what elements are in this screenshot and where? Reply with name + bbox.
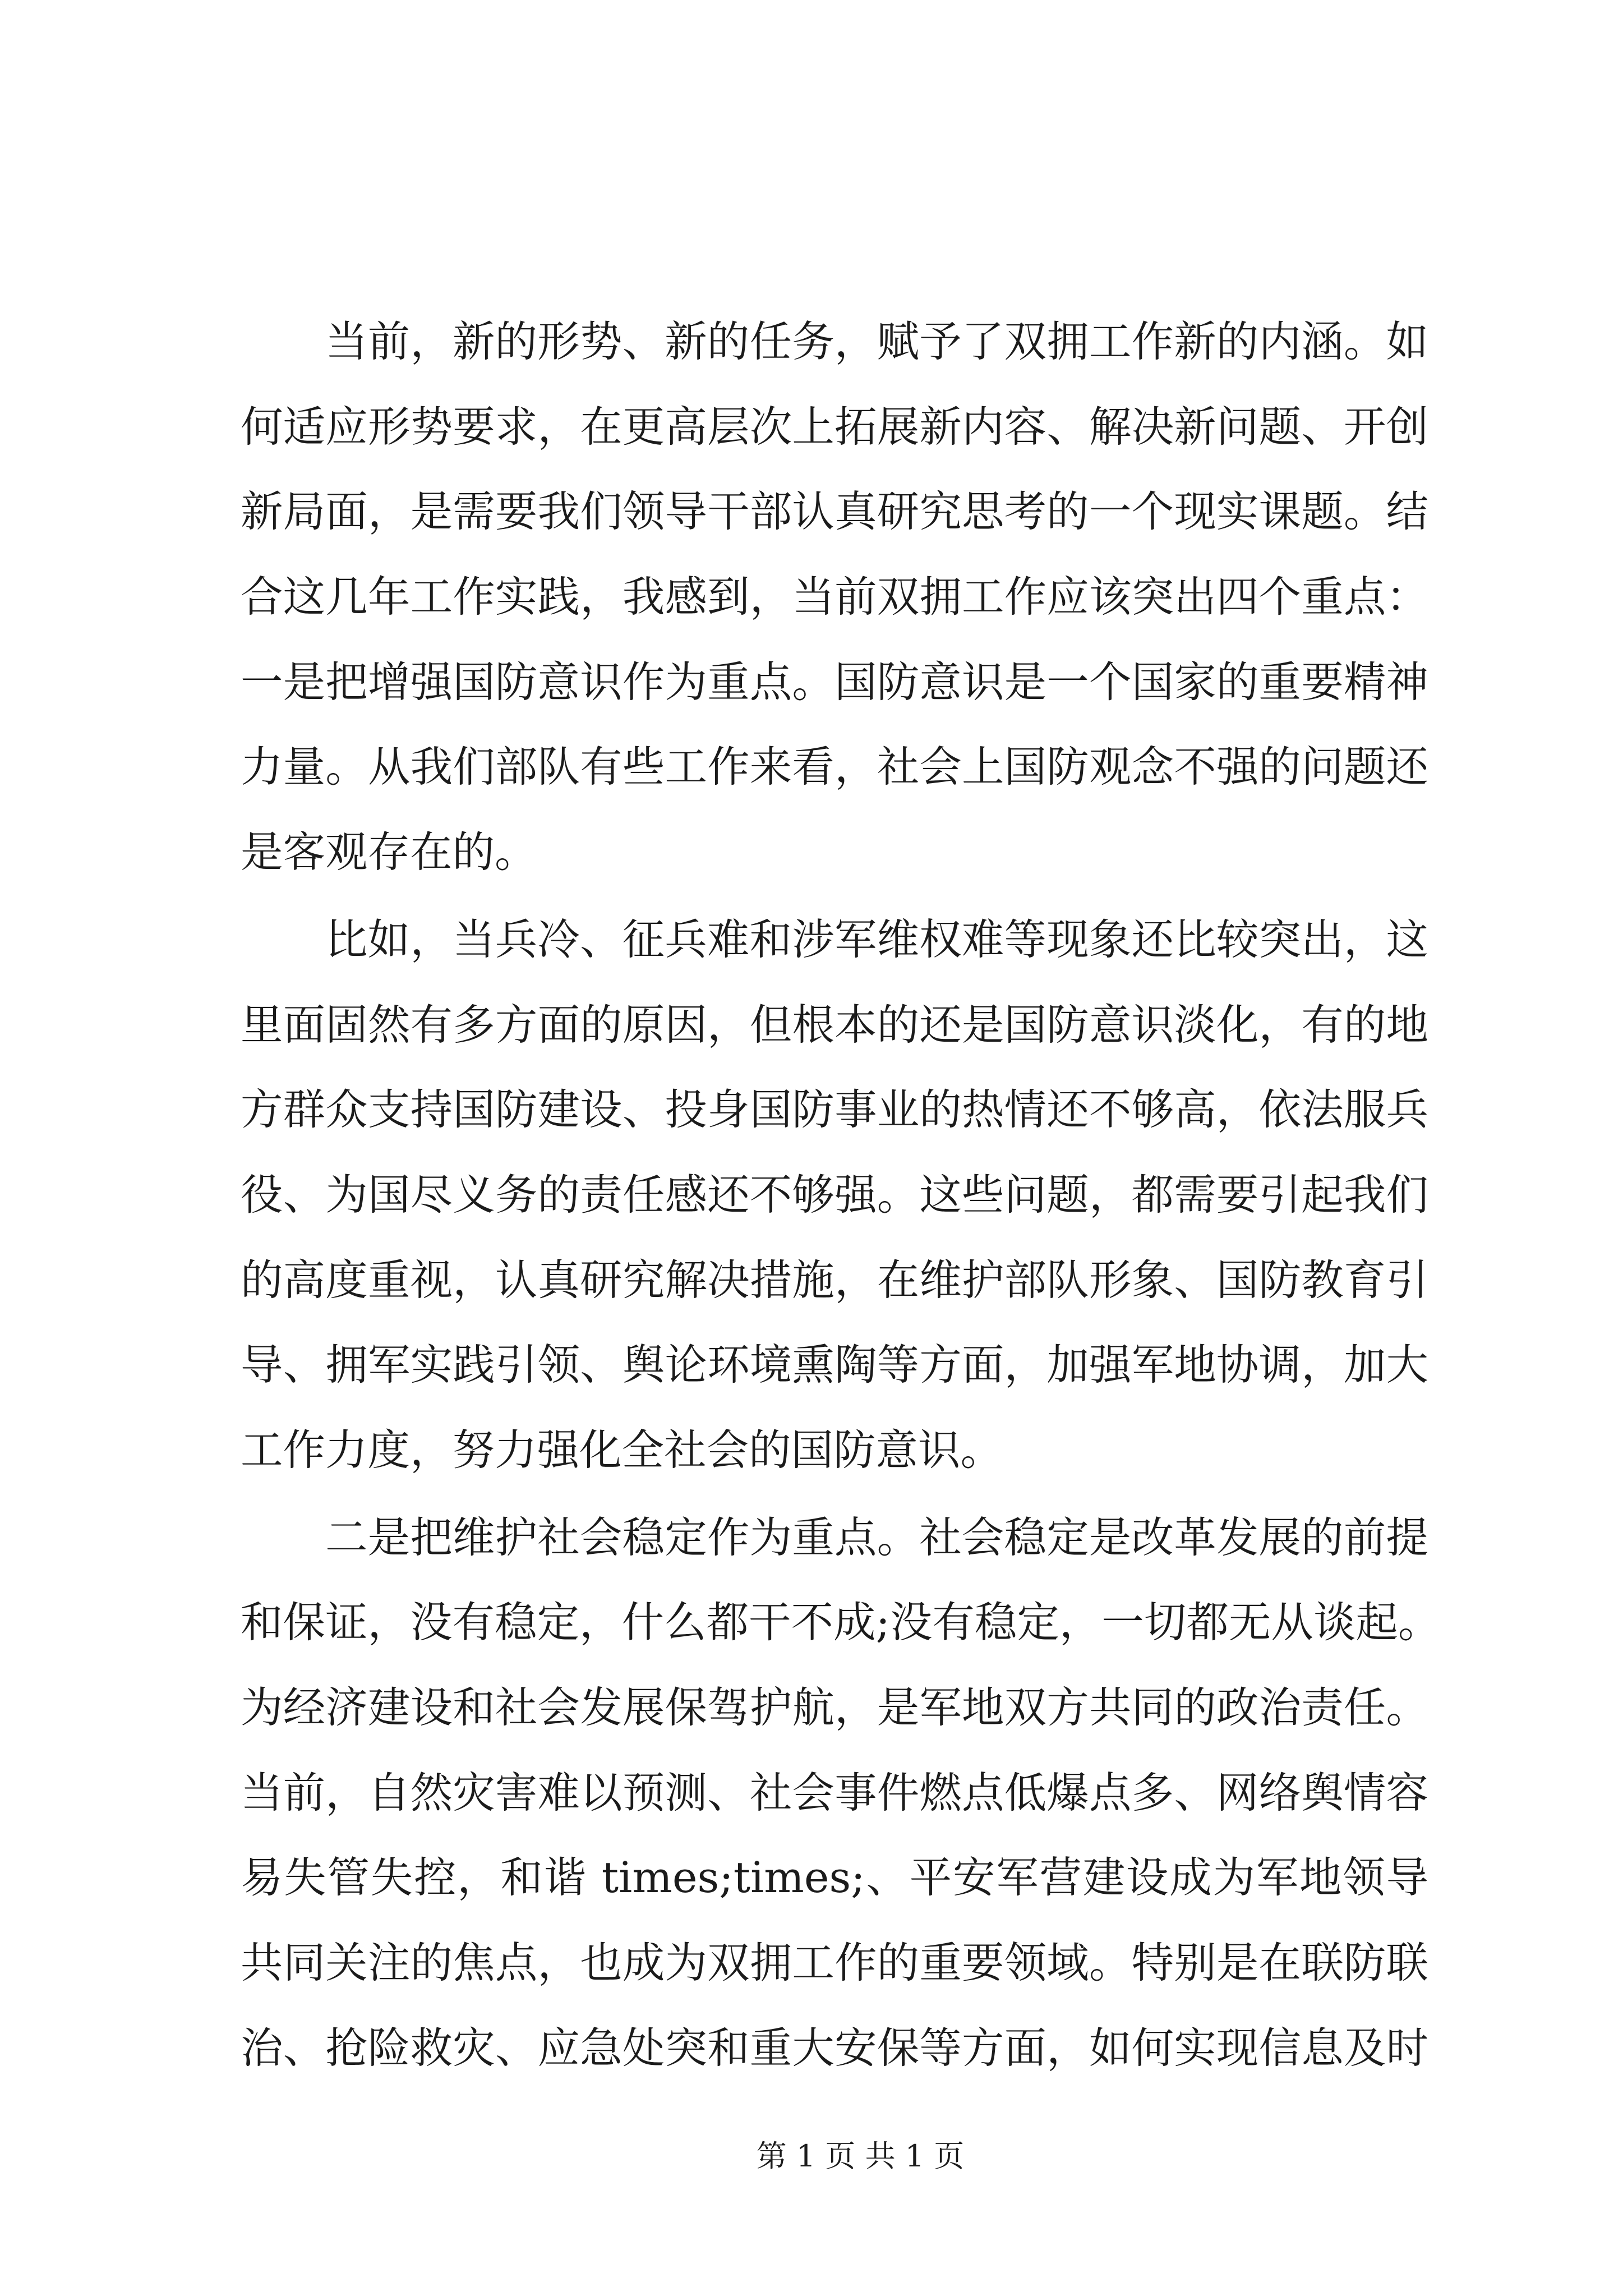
text-line: 和保证，没有稳定，什么都干不成;没有稳定，一切都无从谈起。 <box>241 1598 1441 1648</box>
text-line: 役、为国尽义务的责任感还不够强。这些问题，都需要引起我们 <box>241 1170 1428 1220</box>
text-line: 里面固然有多方面的原因，但根本的还是国防意识淡化，有的地 <box>241 1000 1428 1050</box>
text-line: 的高度重视，认真研究解决措施，在维护部队形象、国防教育引 <box>241 1255 1428 1305</box>
text-line: 是客观存在的。 <box>241 827 537 877</box>
text-line: 共同关注的焦点，也成为双拥工作的重要领域。特别是在联防联 <box>241 1938 1428 1988</box>
text-line: 合这几年工作实践，我感到，当前双拥工作应该突出四个重点： <box>241 572 1428 622</box>
text-line: 新局面，是需要我们领导干部认真研究思考的一个现实课题。结 <box>241 487 1428 537</box>
text-line: 方群众支持国防建设、投身国防事业的热情还不够高，依法服兵 <box>241 1085 1428 1135</box>
document-body <box>241 300 1441 2091</box>
page-number-label: 第 1 页 共 1 页 <box>756 2138 965 2174</box>
paragraph <box>241 300 1428 895</box>
paragraph <box>241 898 1428 1493</box>
text-line: 工作力度，努力强化全社会的国防意识。 <box>241 1425 1003 1475</box>
page-footer <box>756 2138 965 2174</box>
text-line: 导、拥军实践引领、舆论环境熏陶等方面，加强军地协调，加大 <box>241 1340 1428 1390</box>
text-line: 治、抢险救灾、应急处突和重大安保等方面，如何实现信息及时 <box>241 2023 1428 2073</box>
text-line: 二是把维护社会稳定作为重点。社会稳定是改革发展的前提 <box>325 1512 1428 1562</box>
paragraph <box>241 1496 1441 2091</box>
text-line: 当前，自然灾害难以预测、社会事件燃点低爆点多、网络舆情容 <box>241 1768 1428 1818</box>
text-line: 比如，当兵冷、征兵难和涉军维权难等现象还比较突出，这 <box>325 914 1428 964</box>
text-line: 当前，新的形势、新的任务，赋予了双拥工作新的内涵。如 <box>325 317 1428 366</box>
text-line: 力量。从我们部队有些工作来看，社会上国防观念不强的问题还 <box>241 742 1428 792</box>
text-line: 何适应形势要求，在更高层次上拓展新内容、解决新问题、开创 <box>241 402 1428 452</box>
text-line: 一是把增强国防意识作为重点。国防意识是一个国家的重要精神 <box>241 657 1428 707</box>
text-line: 为经济建设和社会发展保驾护航，是军地双方共同的政治责任。 <box>241 1683 1428 1732</box>
text-line: 易失管失控，和谐 times;times;、平安军营建设成为军地领导 <box>241 1853 1428 1903</box>
